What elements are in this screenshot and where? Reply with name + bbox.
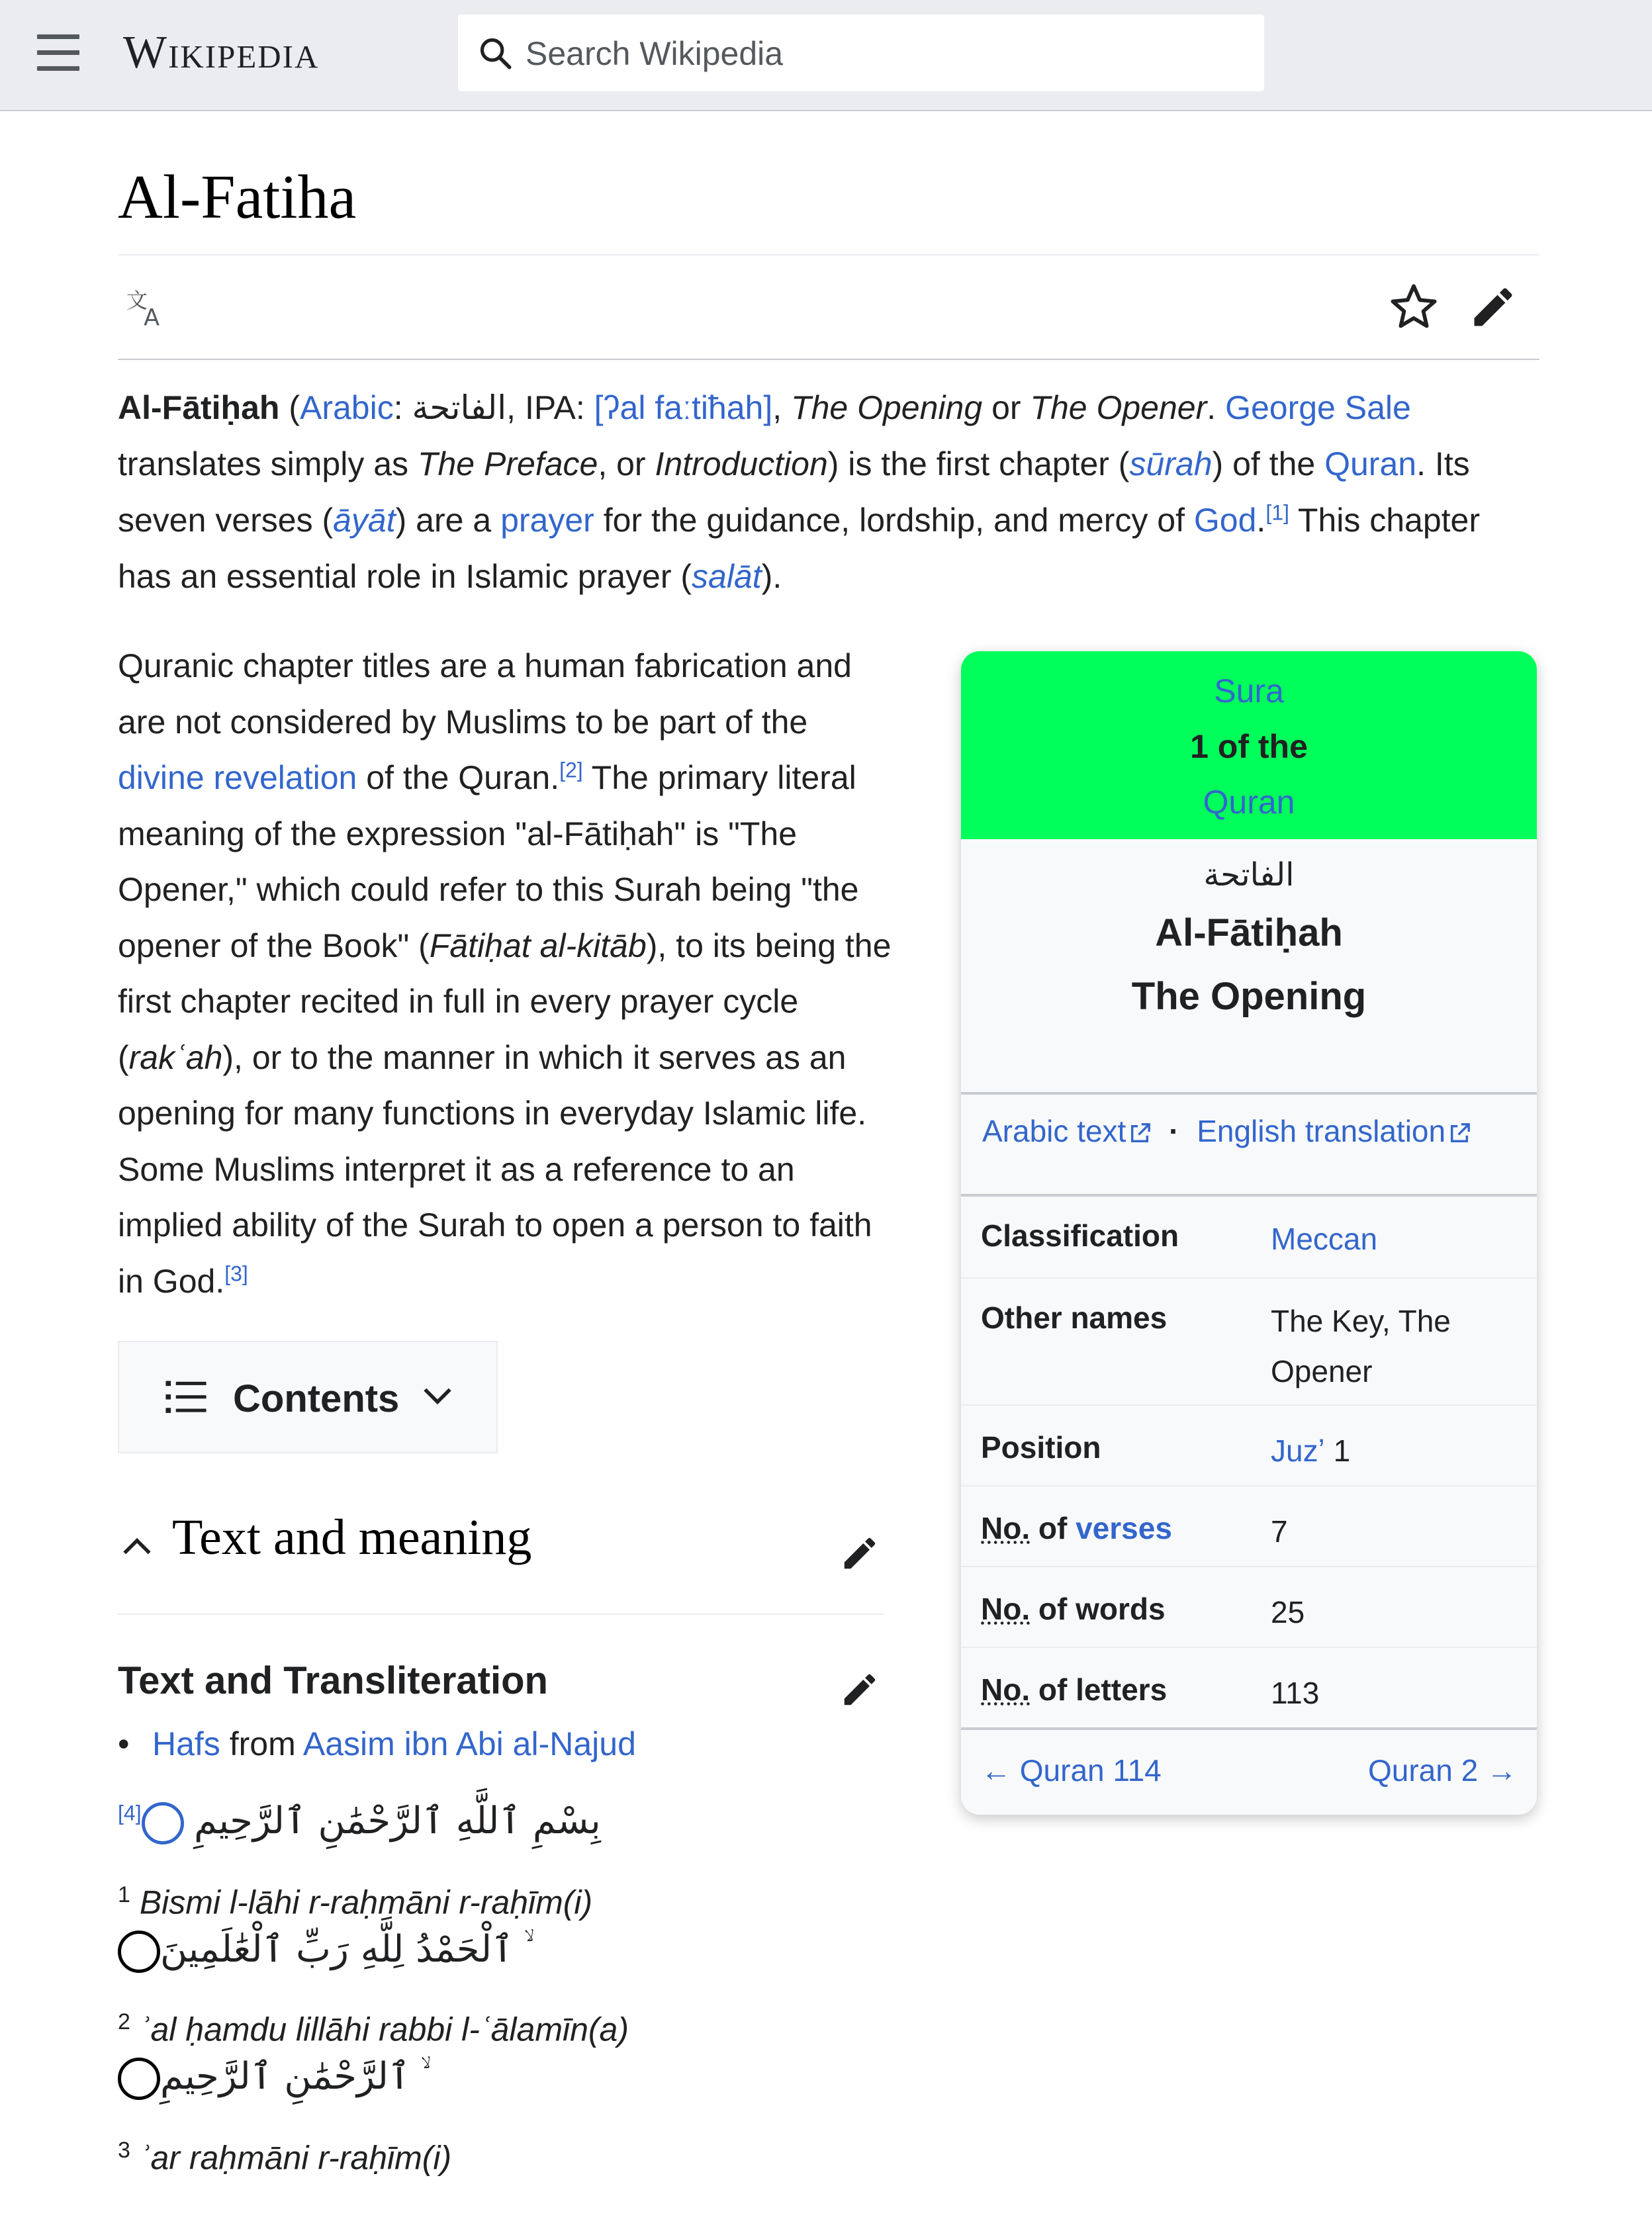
language-icon[interactable] xyxy=(124,285,171,331)
verse-1-transliteration xyxy=(118,1882,592,1922)
ayat-text: āyāt xyxy=(333,502,396,539)
verse-1-arabic-text: بِسْمِ ٱللَّهِ ٱلرَّحْمَٰنِ ٱلرَّحِيمِ xyxy=(194,1799,601,1842)
top-header xyxy=(0,0,1652,111)
edit-pencil-icon[interactable] xyxy=(1468,282,1518,332)
guidance-text: for the guidance, lordship, and mercy of xyxy=(603,502,1185,539)
reference-3[interactable]: [3] xyxy=(224,1261,248,1285)
reference-1[interactable]: [1] xyxy=(1265,500,1289,525)
infobox-row-verses xyxy=(961,1485,1537,1566)
row-key xyxy=(981,1591,1166,1627)
arabic-text: الفاتحة xyxy=(412,389,507,426)
row-key-rest: of xyxy=(1038,1511,1068,1545)
contents-button[interactable] xyxy=(118,1341,498,1453)
para2-text-3: The primary literal meaning of the expression "al-Fātiḥah" is "The Opener," which could refer to this Surah being "the opener of the Book" ( xyxy=(118,759,859,964)
prev-sura-label: Quran 114 xyxy=(1019,1753,1162,1788)
page-toolbar xyxy=(118,257,1539,349)
page-title: Al-Fatiha xyxy=(118,163,357,232)
para2-text-1: Quranic chapter titles are a human fabrication and are not considered by Muslims to be part of the xyxy=(118,647,852,741)
verse-1-arabic xyxy=(118,1799,601,1844)
infobox-text-links xyxy=(982,1113,1471,1149)
george-sale-link[interactable]: George Sale xyxy=(1225,389,1411,426)
lead-end-text: ). xyxy=(761,558,782,595)
salat-link[interactable] xyxy=(692,558,762,595)
lead-term: Al-Fātiḥah xyxy=(118,389,280,426)
opening-text: The Opening xyxy=(791,389,983,426)
verse-2-number: 2 xyxy=(118,2009,130,2034)
raka-text: rakʿah xyxy=(128,1038,223,1076)
or-comma-text: , or xyxy=(598,445,646,482)
god-link[interactable]: God xyxy=(1193,502,1257,539)
row-key xyxy=(981,1510,1172,1546)
list-icon xyxy=(165,1379,206,1416)
seven-verses-text: Its seven verses ( xyxy=(118,445,1470,539)
row-value: 25 xyxy=(1271,1595,1305,1629)
title-divider xyxy=(118,254,1539,255)
infobox-row-position xyxy=(961,1404,1537,1485)
first-chapter-text: ) is the first chapter ( xyxy=(827,445,1130,482)
verse-1-number: 1 xyxy=(118,1882,130,1907)
ipa-link[interactable]: [ʔal faːtiħah] xyxy=(594,389,773,426)
list-item xyxy=(118,1725,636,1763)
infobox-divider xyxy=(961,1092,1537,1095)
search-icon xyxy=(478,36,512,70)
number-abbr: No. xyxy=(981,1592,1031,1626)
divine-revelation-link[interactable]: divine revelation xyxy=(118,759,357,796)
infobox-arabic-name: الفاتحة xyxy=(1203,856,1295,893)
chevron-down-icon xyxy=(421,1383,454,1410)
verse-end-circle-icon xyxy=(142,1802,184,1844)
row-key: Position xyxy=(981,1430,1101,1465)
chevron-up-icon[interactable] xyxy=(120,1533,154,1559)
row-value: 113 xyxy=(1271,1676,1320,1710)
verse-3-translit-text: ʾar raḥmāni r-raḥīm(i) xyxy=(139,2139,452,2177)
hafs-link[interactable]: Hafs xyxy=(152,1725,220,1762)
svg-text:文: 文 xyxy=(126,288,148,313)
second-paragraph xyxy=(118,638,897,1309)
para2-text-2: of the Quran. xyxy=(366,759,560,796)
reference-4[interactable]: [4] xyxy=(118,1801,142,1825)
infobox xyxy=(961,651,1537,1815)
verse-3-arabic-text: ٱلرَّحْمَٰنِ ٱلرَّحِيمِ xyxy=(160,2055,410,2098)
section-heading[interactable]: Text and meaning xyxy=(172,1510,532,1565)
infobox-row-words xyxy=(961,1566,1537,1647)
position-number: 1 xyxy=(1333,1433,1351,1468)
verse-1-translit-text: Bismi l-lāhi r-raḥmāni r-raḥīm(i) xyxy=(139,1884,593,1921)
infobox-row-classification xyxy=(961,1197,1537,1277)
infobox-row-letters xyxy=(961,1647,1537,1727)
verse-2-arabic-text: ٱلْحَمْدُ لِلَّهِ رَبِّ ٱلْعَٰلَمِينَ xyxy=(160,1928,514,1971)
reference-2[interactable]: [2] xyxy=(559,758,583,782)
arabic-text-link[interactable] xyxy=(982,1114,1151,1148)
para2-text-5: ), or to the manner in which it serves as an opening for many functions in everyday Islamic life. Some Muslims interpret it as a reference to an implied ability of the Surah to open a person to faith in God. xyxy=(118,1038,872,1300)
section-divider xyxy=(118,1614,884,1615)
toolbar-divider xyxy=(118,359,1539,360)
infobox-name: Al-Fātiḥah xyxy=(1155,911,1343,954)
infobox-names xyxy=(961,848,1537,1028)
translates-text: translates simply as xyxy=(118,445,409,482)
salat-text: salāt xyxy=(692,558,762,595)
juz-link[interactable]: Juzʼ xyxy=(1271,1433,1325,1468)
header-quran-link[interactable]: Quran xyxy=(1203,784,1295,821)
ayat-link[interactable] xyxy=(333,502,396,539)
verse-2-arabic xyxy=(118,1927,524,1973)
essential-role-text: This chapter has an essential role in Islamic prayer ( xyxy=(118,502,1481,595)
infobox-meaning: The Opening xyxy=(1131,975,1367,1018)
verse-3-number: 3 xyxy=(118,2138,130,2163)
verse-2-transliteration xyxy=(118,2009,629,2049)
recitation-list xyxy=(118,1725,636,1763)
subsection-heading: Text and Transliteration xyxy=(118,1659,548,1702)
watch-star-icon[interactable] xyxy=(1389,282,1439,332)
external-link-icon xyxy=(1128,1122,1151,1145)
row-key: Other names xyxy=(981,1300,1168,1335)
verses-link[interactable]: verses xyxy=(1076,1511,1172,1545)
quran-link[interactable]: Quran xyxy=(1324,445,1417,482)
next-sura-label: Quran 2 xyxy=(1368,1753,1479,1788)
opener-text: The Opener xyxy=(1030,389,1207,426)
sura-number: 1 of the xyxy=(1190,728,1308,765)
of-the-text: ) of the xyxy=(1212,445,1316,482)
search-box[interactable] xyxy=(458,15,1264,91)
infobox-divider xyxy=(961,1727,1537,1730)
surah-link[interactable] xyxy=(1129,445,1212,482)
search-input[interactable] xyxy=(524,28,1242,79)
prev-sura-link[interactable]: ← Quran 114 xyxy=(981,1753,1162,1788)
para2-text-4: ), to its being the first chapter recited in full in every prayer cycle ( xyxy=(118,927,892,1076)
row-value xyxy=(1271,1426,1350,1476)
english-translation-link[interactable] xyxy=(1197,1114,1471,1148)
fatihat-text: Fātiḥat al-kitāb xyxy=(429,927,647,964)
verse-2-translit-text: ʾal ḥamdu lillāhi rabbi l-ʿālamīn(a) xyxy=(139,2011,629,2048)
ipa-label: IPA: xyxy=(524,389,585,426)
aasim-link[interactable]: Aasim ibn Abi al-Najud xyxy=(302,1725,636,1762)
row-key-rest: of letters xyxy=(1038,1672,1168,1707)
contents-label: Contents xyxy=(233,1377,400,1420)
svg-text:A: A xyxy=(144,304,160,331)
number-abbr: No. xyxy=(981,1511,1031,1545)
infobox-header xyxy=(961,651,1537,839)
preface-text: The Preface xyxy=(417,445,598,482)
row-value: The Key, The Opener xyxy=(1271,1304,1451,1388)
next-sura-link[interactable]: Quran 2 → xyxy=(1368,1753,1517,1788)
introduction-text: Introduction xyxy=(655,445,828,482)
arabic-text-link-label: Arabic text xyxy=(982,1114,1126,1148)
menu-icon[interactable] xyxy=(37,34,79,71)
sura-link[interactable]: Sura xyxy=(1214,672,1284,709)
section-edit-pencil-icon[interactable] xyxy=(839,1533,880,1574)
from-text: from xyxy=(229,1725,296,1762)
wikipedia-logo[interactable]: Wikipedia xyxy=(123,27,320,78)
verse-end-circle-icon xyxy=(118,1931,160,1973)
arabic-link[interactable]: Arabic xyxy=(299,389,394,426)
verse-3-arabic xyxy=(118,2054,420,2100)
verse-end-circle-icon xyxy=(118,2058,160,2100)
meccan-link[interactable]: Meccan xyxy=(1271,1222,1378,1256)
link-separator: · xyxy=(1169,1114,1179,1148)
number-abbr: No. xyxy=(981,1672,1031,1707)
subsection-edit-pencil-icon[interactable] xyxy=(839,1669,880,1710)
prayer-link[interactable]: prayer xyxy=(500,502,594,539)
surah-text: sūrah xyxy=(1129,445,1213,482)
external-link-icon xyxy=(1448,1122,1471,1145)
are-a-text: ) are a xyxy=(395,502,492,539)
row-key-rest: of words xyxy=(1038,1592,1166,1626)
lead-paragraph: Al-Fātiḥah (Arabic: الفاتحة, IPA: [ʔal faːtiħah], The Opening or The Opener. George Sale translates simply as The Preface, or Introduction) is the first chapter (sūrah) of the Quran. Its seven verses (āyāt) are a prayer for the guidance, lordship, and mercy of God.[1] This chapter has an essential role in Islamic prayer (salāt). xyxy=(118,389,1481,595)
row-key: Classification xyxy=(981,1218,1179,1253)
verse-3-transliteration xyxy=(118,2138,451,2177)
infobox-row-other-names xyxy=(961,1277,1537,1404)
english-translation-link-label: English translation xyxy=(1197,1114,1446,1148)
row-key xyxy=(981,1672,1167,1707)
row-value: 7 xyxy=(1271,1514,1288,1549)
or-text: or xyxy=(991,389,1021,426)
